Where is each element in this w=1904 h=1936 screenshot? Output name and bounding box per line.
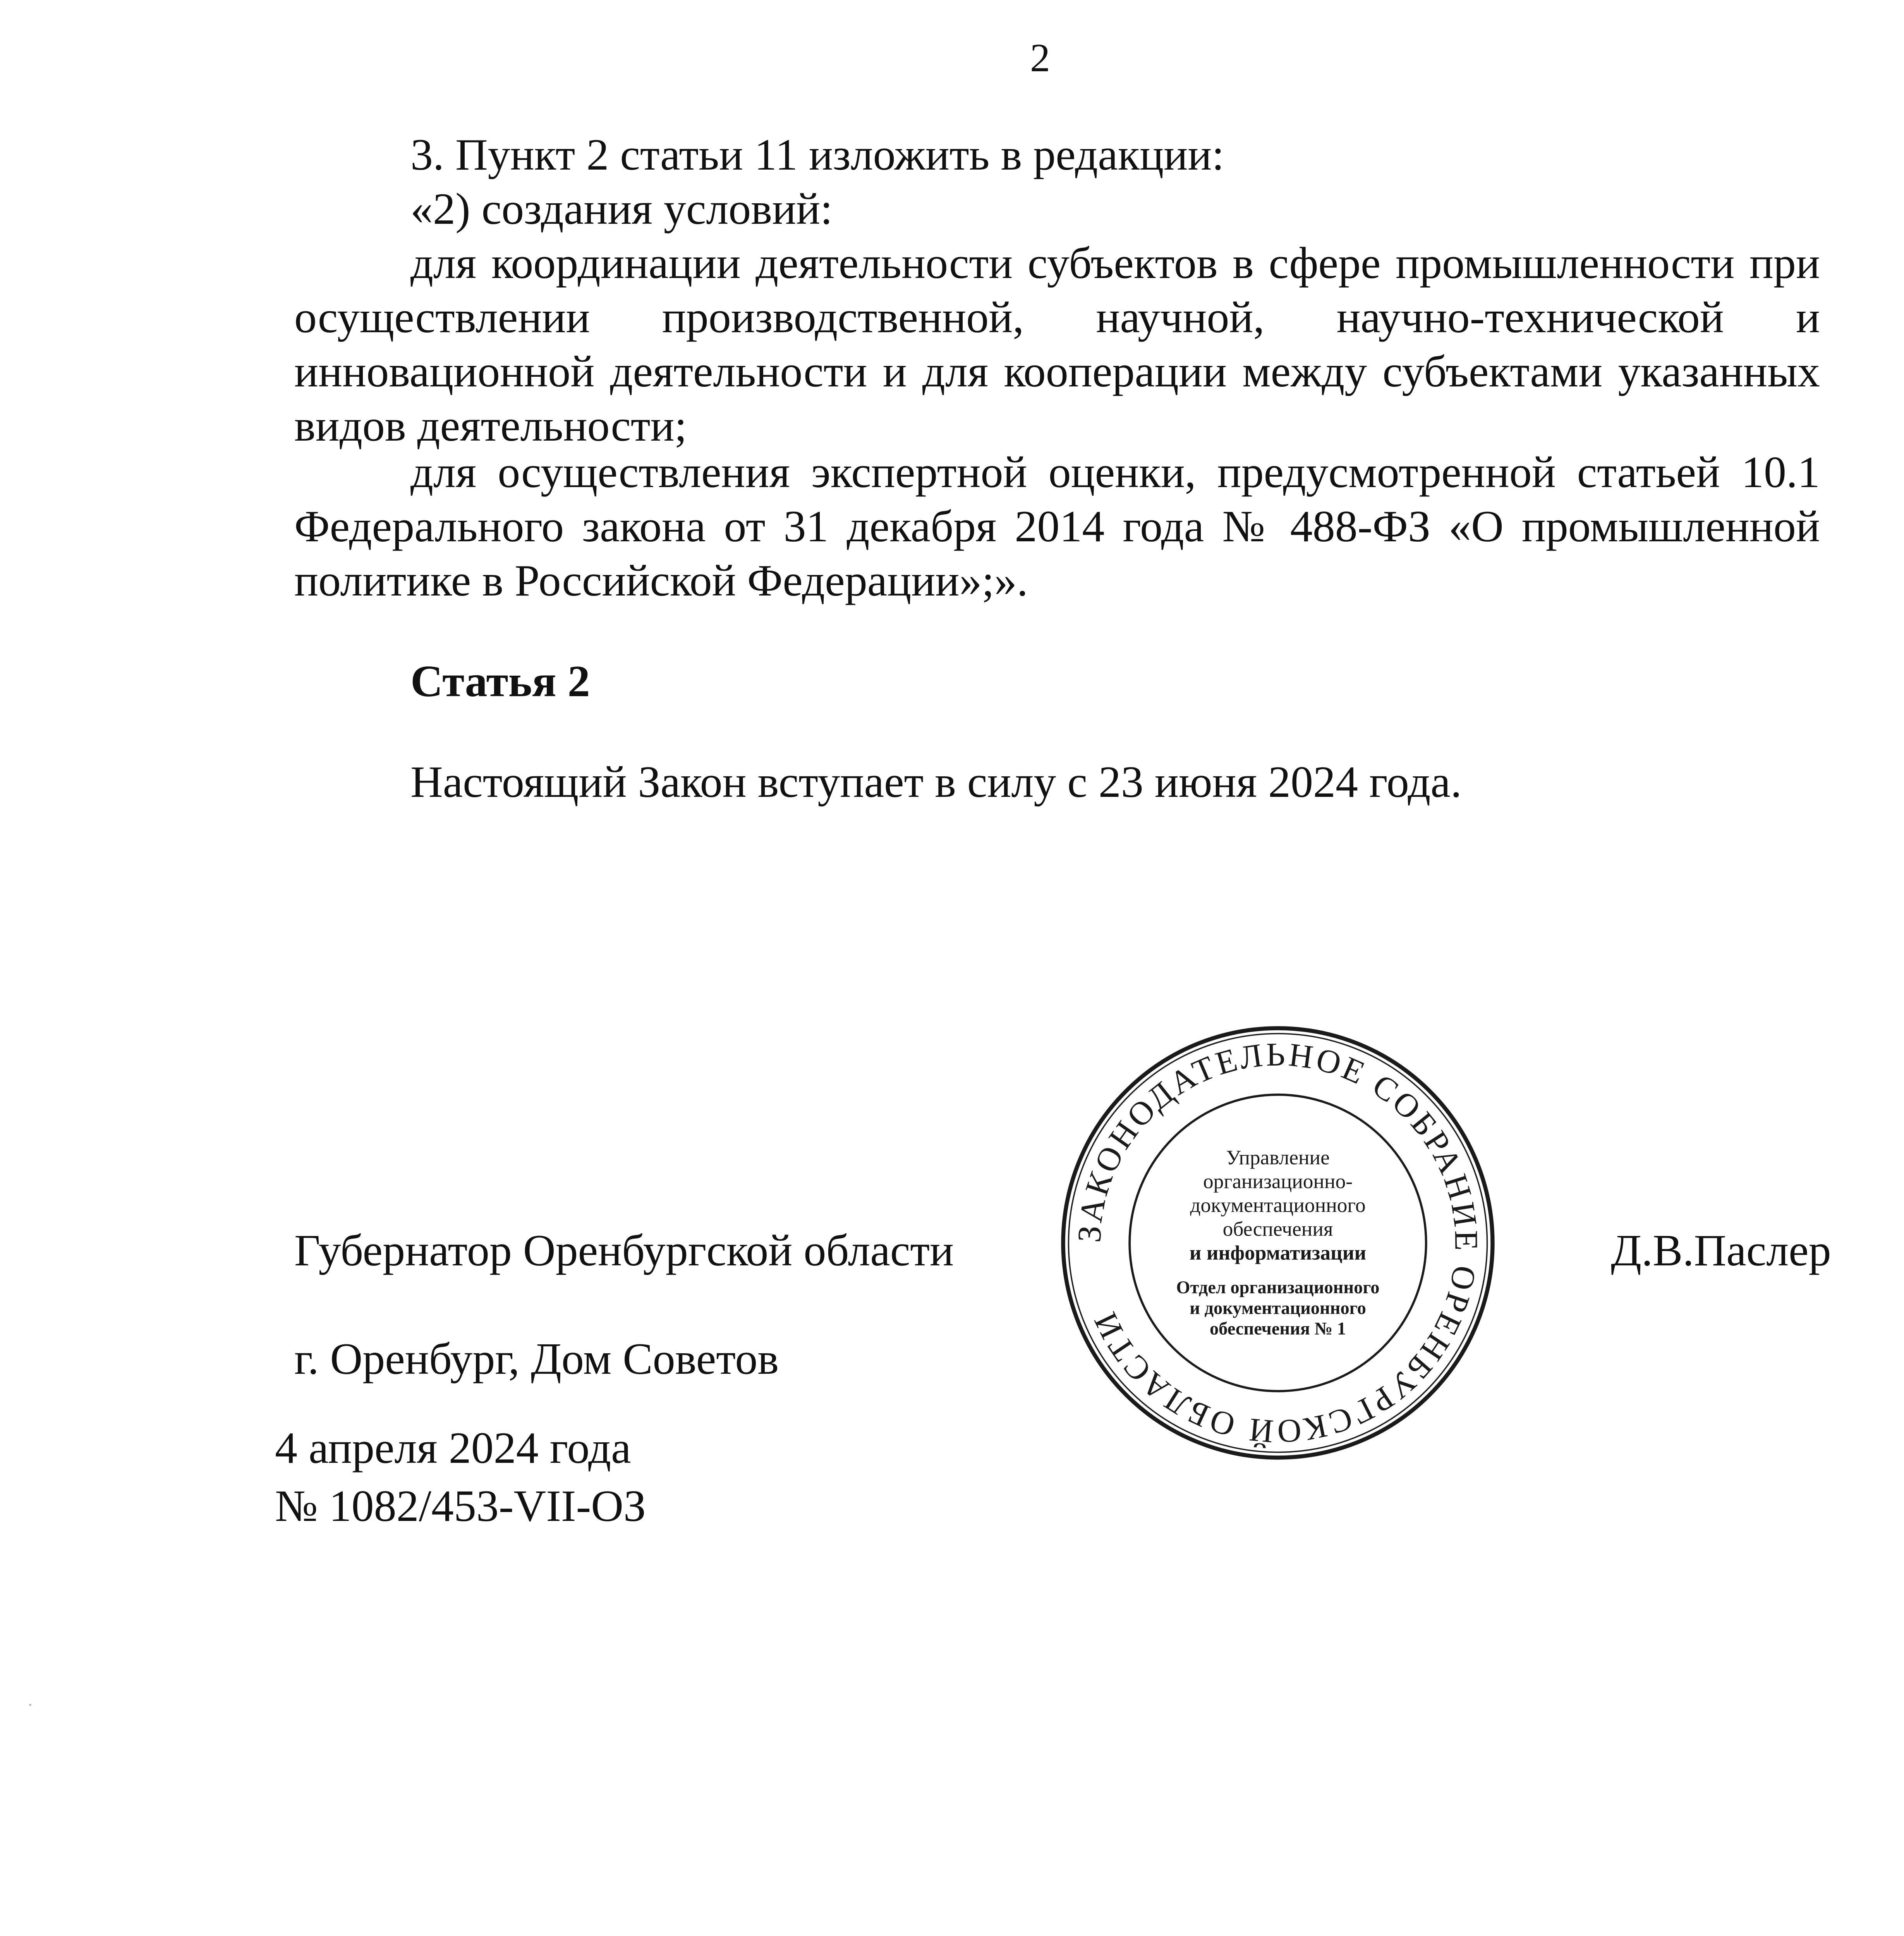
paragraph-conditions: «2) создания условий:: [410, 184, 833, 234]
seal-ring-text: ЗАКОНОДАТЕЛЬНОЕ СОБРАНИЕ ОРЕНБУРГСКОЙ ОБЛАСТИ: [1071, 1036, 1485, 1450]
page-number: 2: [1030, 36, 1050, 80]
signatory-name: Д.В.Паслер: [1611, 1226, 1831, 1275]
paragraph-expert-assessment: для осуществления экспертной оценки, предусмотренной статьей 10.1 Федерального закона от 31 декабря 2014 года № 488-ФЗ «О промышленной политике в Российской Федерации»;».: [294, 448, 1820, 606]
signatory-position: Губернатор Оренбургской области: [294, 1226, 954, 1275]
seal-center-line: Управление: [1226, 1146, 1330, 1169]
seal-department-line: и документационного: [1190, 1298, 1366, 1318]
scan-speck: [29, 1704, 31, 1706]
seal-center-line: организационно-: [1203, 1169, 1353, 1193]
article-text: Настоящий Закон вступает в силу с 23 июня 2024 года.: [410, 757, 1462, 807]
official-seal: [1053, 1018, 1502, 1467]
seal-department-line: Отдел организационного: [1176, 1277, 1380, 1298]
signing-place: г. Оренбург, Дом Советов: [294, 1334, 779, 1384]
paragraph-amendment-intro: 3. Пункт 2 статьи 11 изложить в редакции:: [410, 130, 1224, 180]
law-number: № 1082/453-VII-ОЗ: [275, 1481, 646, 1531]
paragraph-coordination: для координации деятельности субъектов в сфере промышленности при осуществлении производственной, научной, научно-технической и инновационной деятельности и для кооперации между субъектами указанных видов деятельности;: [294, 239, 1820, 451]
seal-department-line: обеспечения № 1: [1209, 1319, 1346, 1339]
seal-center-line: обеспечения: [1222, 1217, 1333, 1241]
signing-date: 4 апреля 2024 года: [275, 1423, 631, 1473]
seal-center-line: документационного: [1190, 1193, 1366, 1217]
article-heading: Статья 2: [410, 657, 590, 706]
seal-center-line: и информатизации: [1189, 1241, 1367, 1264]
